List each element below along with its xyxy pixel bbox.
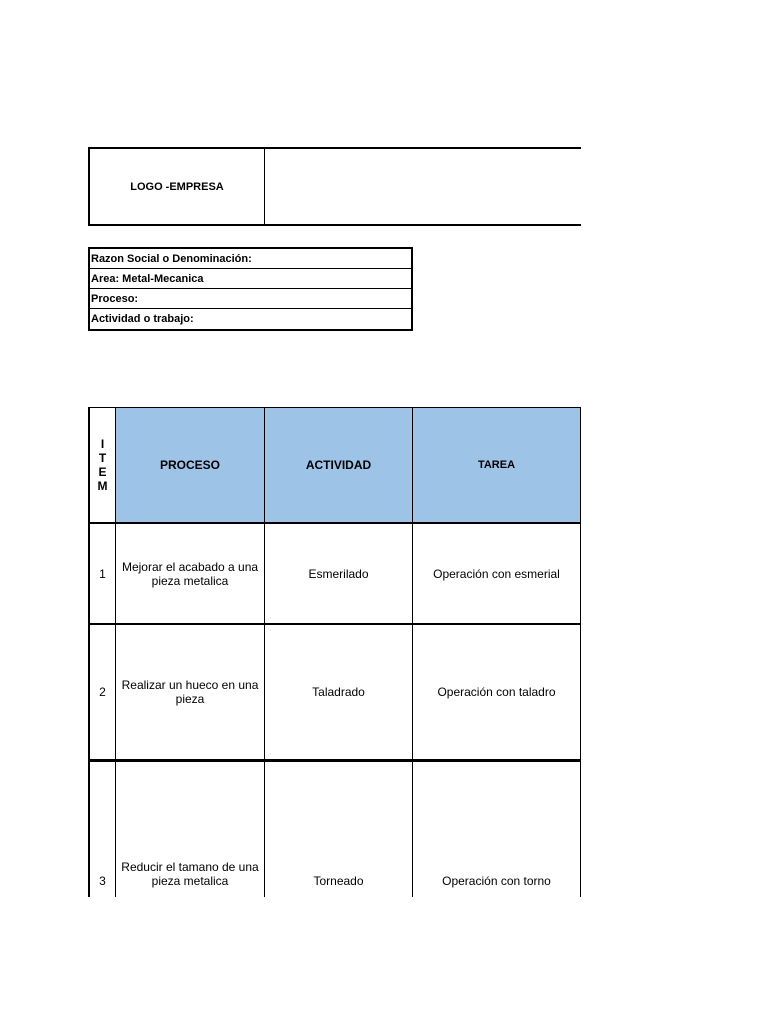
actividad-cell: Taladrado: [265, 625, 413, 759]
tarea-cell: Operación con esmerial: [413, 524, 581, 623]
column-header-actividad: ACTIVIDAD: [265, 408, 413, 522]
item-number: 1: [90, 524, 116, 623]
proceso-cell: [116, 762, 265, 897]
item-letter: T: [98, 451, 107, 465]
area-row: Area: Metal-Mecanica: [90, 269, 411, 289]
tarea-cell: Operación con taladro: [413, 625, 581, 759]
table-row: [90, 524, 581, 625]
table-row: [90, 625, 581, 762]
proceso-cell: [116, 524, 265, 623]
process-table: [88, 407, 581, 897]
item-letter: I: [100, 437, 105, 451]
item-number: 3: [90, 762, 116, 897]
item-letter: M: [97, 479, 108, 493]
logo-placeholder: LOGO -EMPRESA: [90, 149, 265, 224]
column-header-proceso: PROCESO: [116, 408, 265, 522]
item-letter: E: [98, 465, 107, 479]
item-number: 2: [90, 625, 116, 759]
actividad-cell: Torneado: [265, 762, 413, 897]
column-header-tarea: TAREA: [413, 408, 581, 522]
proceso-text: Mejorar el acabado a una pieza metalica: [121, 559, 259, 588]
document-header: [88, 147, 581, 226]
actividad-cell: Esmerilado: [265, 524, 413, 623]
tarea-cell: Operación con torno: [413, 762, 581, 897]
proceso-cell: [116, 625, 265, 759]
proceso-text: Realizar un hueco en una pieza: [121, 678, 259, 706]
table-row: [90, 762, 581, 897]
actividad-row: Actividad o trabajo:: [91, 313, 194, 325]
info-table: [88, 247, 413, 331]
razon-social-row: Razon Social o Denominación:: [90, 249, 411, 269]
proceso-row: Proceso:: [90, 289, 411, 309]
table-header-row: [90, 408, 581, 524]
column-header-item: [90, 408, 116, 522]
proceso-text: Reducir el tamano de una pieza metalica: [121, 860, 259, 888]
